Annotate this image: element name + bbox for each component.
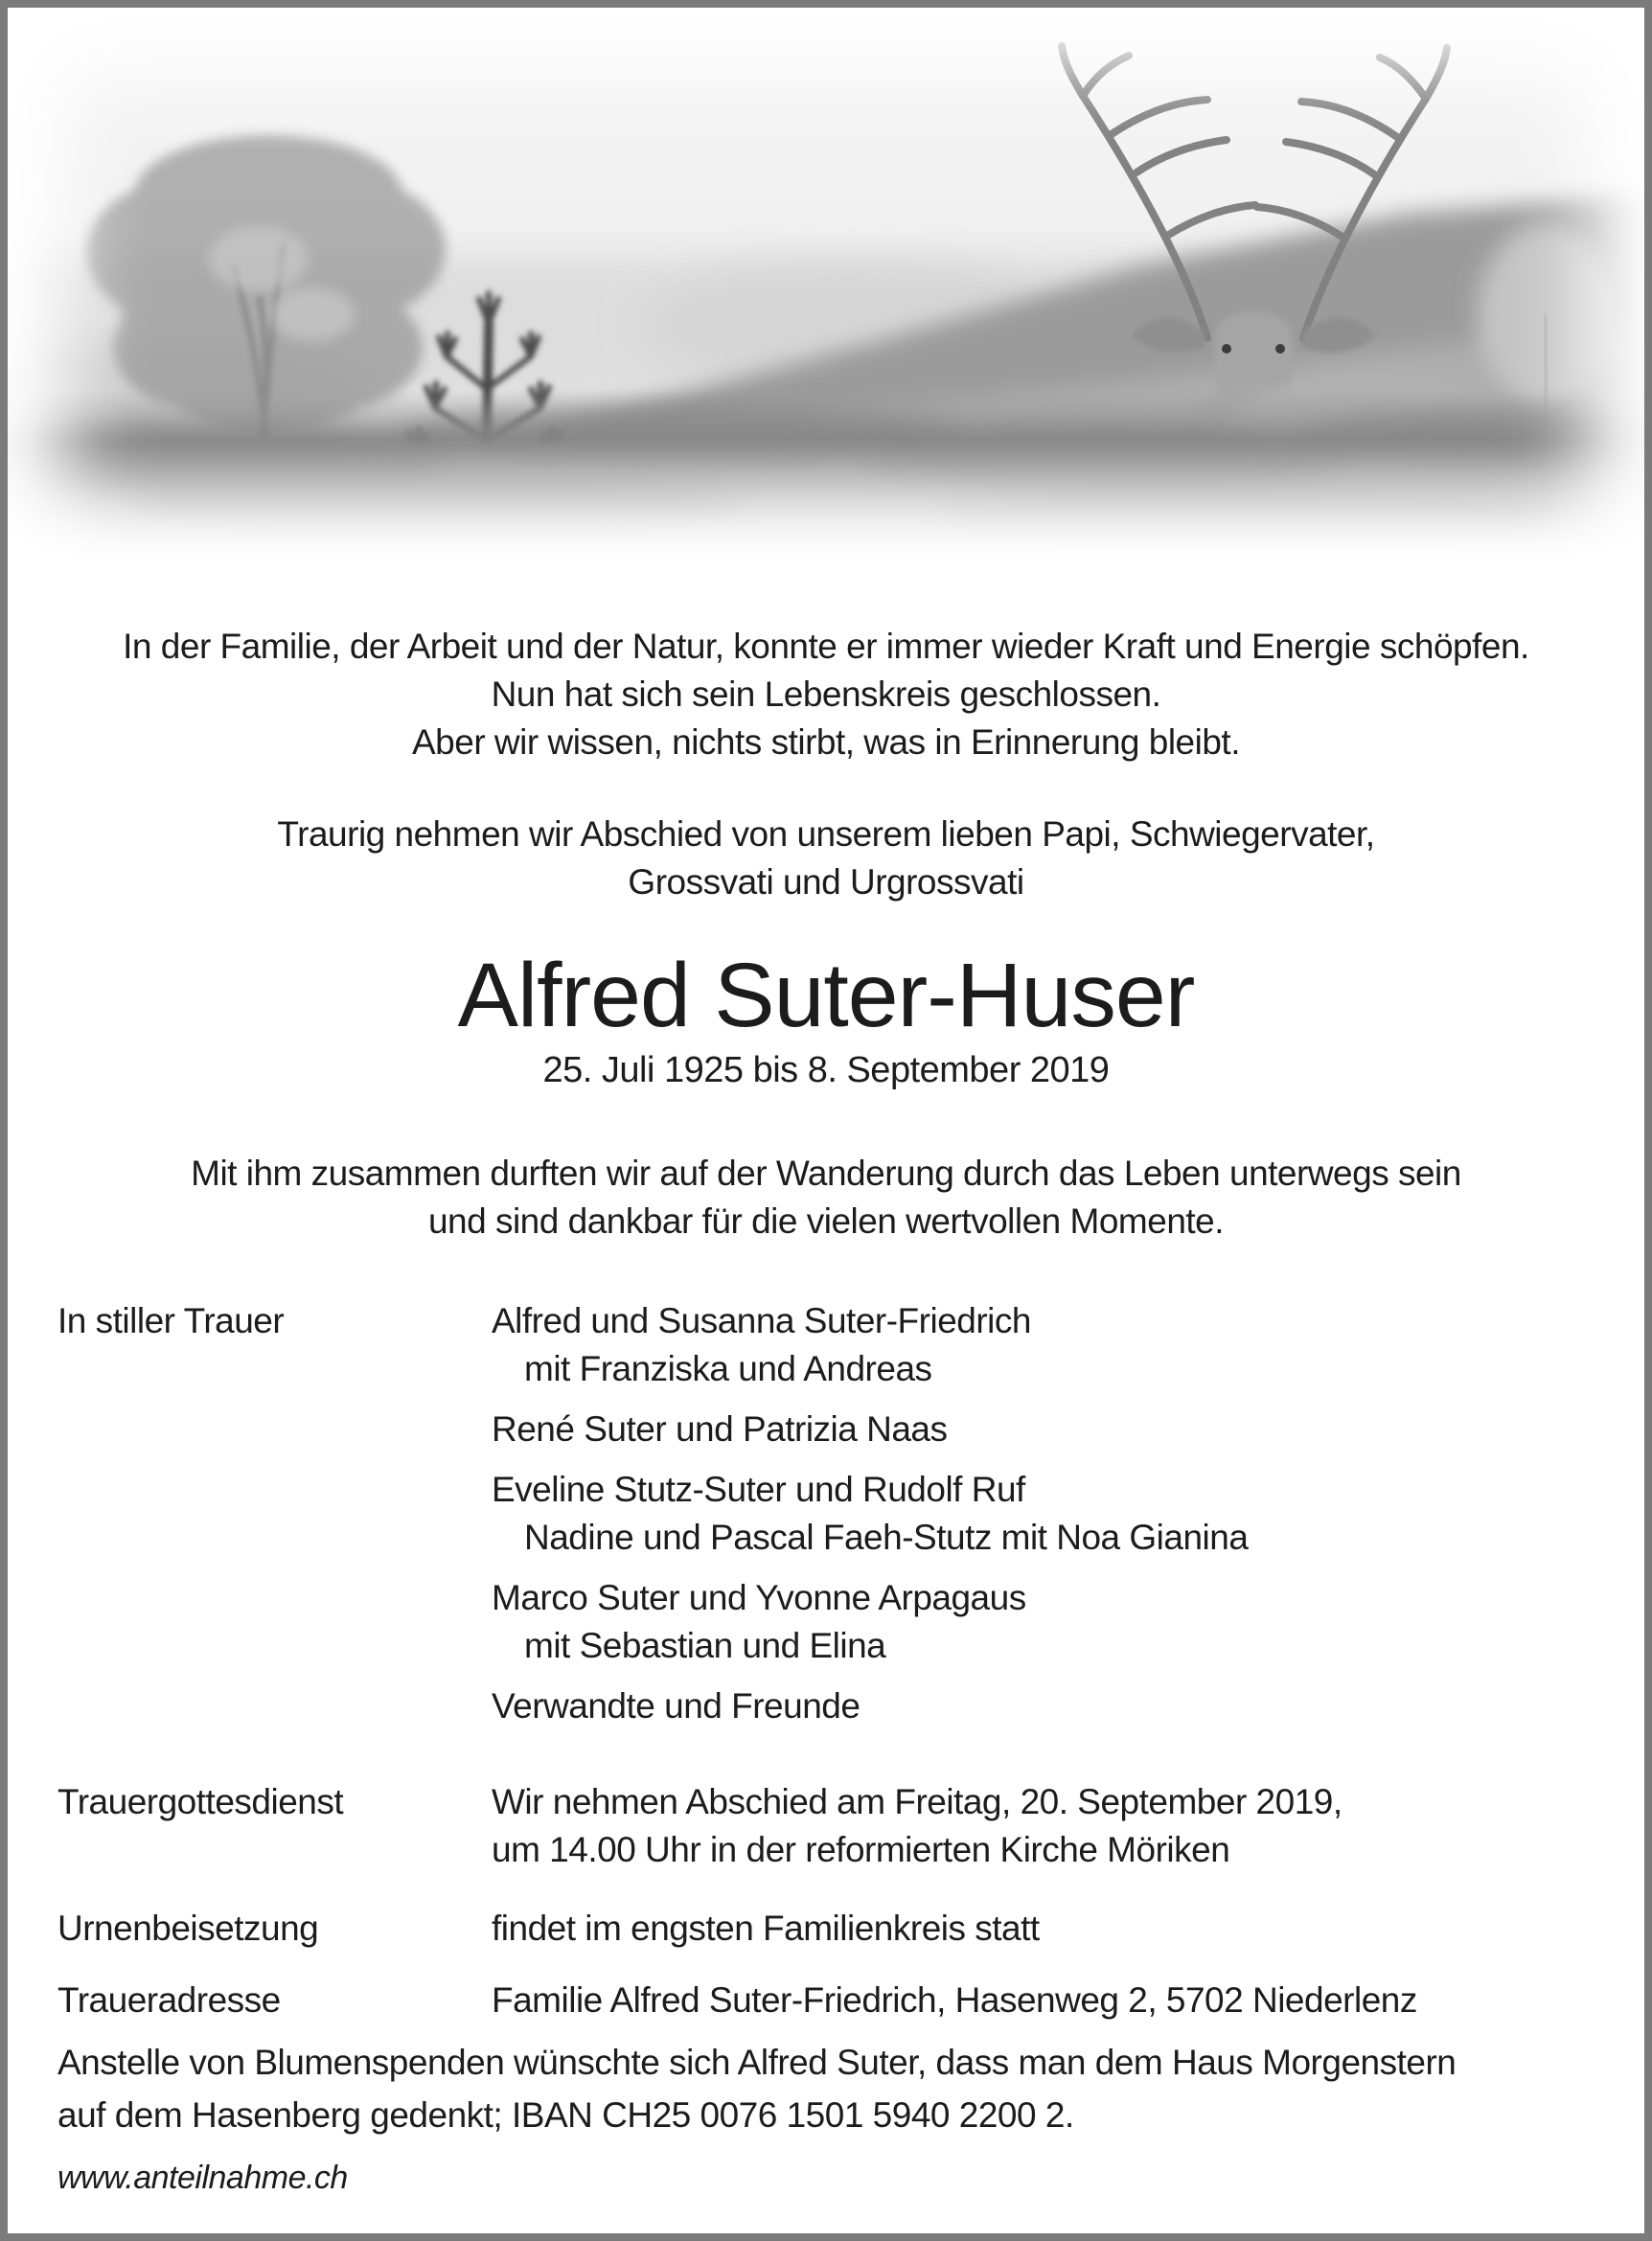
mourner-line: Eveline Stutz-Suter und Rudolf Ruf	[492, 1470, 1025, 1509]
detail-line: Familie Alfred Suter-Friedrich, Hasenweg 2, 5702 Niederlenz	[492, 1980, 1417, 2020]
donation-line: auf dem Hasenberg gedenkt; IBAN CH25 0076 1501 5940 2200 2.	[57, 2095, 1074, 2135]
detail-label: Traueradresse	[57, 1980, 281, 2020]
detail-text	[492, 1905, 1595, 1953]
detail-label: Urnenbeisetzung	[57, 1909, 319, 1948]
mourner-line: René Suter und Patrizia Naas	[492, 1409, 948, 1449]
detail-line: findet im engsten Familienkreis statt	[492, 1909, 1040, 1948]
mourner-line: mit Franziska und Andreas	[524, 1349, 932, 1388]
announcement-line: Grossvati und Urgrossvati	[628, 862, 1024, 902]
website-footer: www.anteilnahme.ch	[57, 2160, 348, 2196]
mourner-line: mit Sebastian und Elina	[524, 1626, 886, 1665]
mourner-group	[492, 1574, 1595, 1670]
mourner-group	[492, 1682, 1595, 1730]
obituary-text	[8, 623, 1644, 2199]
announcement-paragraph	[57, 811, 1595, 906]
mourner-group	[492, 1297, 1595, 1393]
intro-line: Aber wir wissen, nichts stirbt, was in Erinnerung bleibt.	[412, 722, 1240, 762]
deceased-block	[57, 947, 1595, 1096]
tribute-paragraph	[57, 1150, 1595, 1246]
mourners-label: In stiller Trauer	[57, 1301, 285, 1340]
intro-paragraph	[57, 623, 1595, 766]
tribute-line: Mit ihm zusammen durften wir auf der Wanderung durch das Leben unterwegs sein	[191, 1154, 1461, 1193]
deceased-name: Alfred Suter-Huser	[457, 945, 1195, 1046]
mourners-section	[57, 1297, 1595, 1730]
mourner-group	[492, 1466, 1595, 1562]
mourner-group	[492, 1406, 1595, 1453]
mourner-line: Alfred und Susanna Suter-Friedrich	[492, 1301, 1031, 1340]
detail-line: Wir nehmen Abschied am Freitag, 20. September 2019,	[492, 1782, 1342, 1821]
detail-row-urn-burial	[57, 1905, 1595, 1953]
donation-line: Anstelle von Blumenspenden wünschte sich Alfred Suter, dass man dem Haus Morgenstern	[57, 2043, 1457, 2082]
life-dates: 25. Juli 1925 bis 8. September 2019	[542, 1050, 1110, 1090]
service-details	[57, 1778, 1595, 2024]
mourner-line: Verwandte und Freunde	[492, 1686, 860, 1726]
tribute-line: und sind dankbar für die vielen wertvollen Momente.	[427, 1201, 1225, 1241]
announcement-line: Traurig nehmen wir Abschied von unserem lieben Papi, Schwiegervater,	[277, 814, 1375, 854]
detail-label: Trauergottesdienst	[57, 1782, 344, 1821]
donation-paragraph	[57, 2036, 1595, 2141]
intro-line: In der Familie, der Arbeit und der Natur, konnte er immer wieder Kraft und Energie schöpfen.	[123, 627, 1529, 666]
intro-line: Nun hat sich sein Lebenskreis geschlossen.	[491, 675, 1161, 714]
detail-text	[492, 1977, 1595, 2024]
detail-row-mourning-address	[57, 1977, 1595, 2024]
landscape-illustration	[8, 8, 1644, 583]
mourner-line: Marco Suter und Yvonne Arpagaus	[492, 1578, 1026, 1617]
mourner-line: Nadine und Pascal Faeh-Stutz mit Noa Gianina	[524, 1518, 1249, 1557]
mourners-list	[492, 1297, 1595, 1730]
detail-row-funeral-service	[57, 1778, 1595, 1874]
memorial-photo	[8, 8, 1644, 583]
detail-text	[492, 1778, 1595, 1874]
detail-line: um 14.00 Uhr in der reformierten Kirche Möriken	[492, 1830, 1230, 1869]
